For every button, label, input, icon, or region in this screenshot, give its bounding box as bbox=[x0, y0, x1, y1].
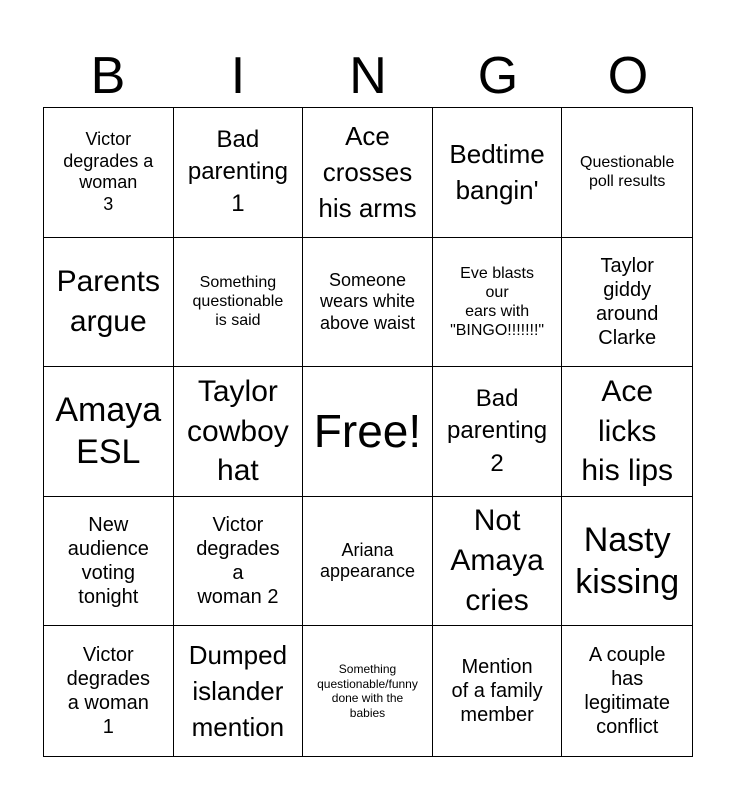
bingo-cell-r4-c3[interactable] bbox=[303, 497, 433, 627]
bingo-cell-r1-c4[interactable] bbox=[433, 108, 563, 238]
bingo-cell-r1-c5[interactable] bbox=[562, 108, 692, 238]
bingo-cell-r5-c5[interactable] bbox=[562, 626, 692, 756]
bingo-cell-text: Taylor giddy around Clarke bbox=[596, 254, 659, 349]
bingo-cell-text: Mention of a family member bbox=[451, 656, 543, 727]
bingo-cell-r2-c3[interactable] bbox=[303, 238, 433, 368]
bingo-cell-r3-c5[interactable] bbox=[562, 367, 692, 497]
free-space-label: Free! bbox=[313, 404, 422, 457]
bingo-cell-text: New audience voting tonight bbox=[67, 514, 149, 609]
bingo-header bbox=[43, 46, 693, 106]
bingo-cell-r4-c4[interactable] bbox=[433, 497, 563, 627]
bingo-cell-text: Taylor cowboy hat bbox=[187, 374, 289, 488]
bingo-cell-r4-c2[interactable] bbox=[174, 497, 304, 627]
bingo-cell-r5-c4[interactable] bbox=[433, 626, 563, 756]
bingo-cell-text: Dumped islander mention bbox=[188, 639, 288, 743]
bingo-cell-text: Bad parenting 1 bbox=[187, 125, 288, 218]
bingo-cell-r1-c3[interactable] bbox=[303, 108, 433, 238]
bingo-cell-text: Victor degrades a woman 3 bbox=[63, 129, 154, 214]
bingo-cell-text: Not Amaya cries bbox=[450, 504, 544, 618]
header-letter-b: B bbox=[90, 47, 126, 105]
bingo-cell-text: Ariana appearance bbox=[319, 539, 416, 582]
bingo-cell-text: Someone wears white above waist bbox=[319, 269, 416, 333]
bingo-cell-text: A couple has legitimate conflict bbox=[584, 644, 670, 739]
bingo-cell-r4-c5[interactable] bbox=[562, 497, 692, 627]
bingo-cell-text: Something questionable is said bbox=[192, 274, 284, 330]
bingo-cell-text: Bedtime bangin' bbox=[449, 138, 545, 206]
header-letter-n: N bbox=[349, 47, 387, 105]
bingo-cell-text: Ace licks his lips bbox=[581, 374, 674, 488]
bingo-cell-text: Parents argue bbox=[56, 265, 160, 338]
bingo-cell-r3-c1[interactable] bbox=[44, 367, 174, 497]
header-letter-i: I bbox=[230, 47, 246, 105]
bingo-cell-r3-c2[interactable] bbox=[174, 367, 304, 497]
bingo-cell-r5-c3[interactable] bbox=[303, 626, 433, 756]
bingo-cell-text: Amaya ESL bbox=[55, 390, 162, 472]
bingo-cell-r2-c2[interactable] bbox=[174, 238, 304, 368]
bingo-cell-text: Nasty kissing bbox=[575, 520, 680, 602]
bingo-board bbox=[43, 107, 693, 757]
bingo-cell-r2-c1[interactable] bbox=[44, 238, 174, 368]
bingo-cell-r4-c1[interactable] bbox=[44, 497, 174, 627]
bingo-free-space[interactable] bbox=[303, 367, 433, 497]
header-letter-o: O bbox=[607, 47, 649, 105]
bingo-cell-r1-c2[interactable] bbox=[174, 108, 304, 238]
bingo-cell-text: Questionable poll results bbox=[580, 154, 675, 191]
header-letter-g: G bbox=[477, 47, 519, 105]
bingo-cell-text: Bad parenting 2 bbox=[447, 384, 548, 477]
bingo-cell-r5-c1[interactable] bbox=[44, 626, 174, 756]
bingo-cell-text: Eve blasts our ears with "BINGO!!!!!!!" bbox=[450, 264, 545, 340]
bingo-cell-r1-c1[interactable] bbox=[44, 108, 174, 238]
bingo-cell-text: Ace crosses his arms bbox=[318, 120, 417, 224]
bingo-cell-r2-c5[interactable] bbox=[562, 238, 692, 368]
bingo-cell-text: Victor degrades a woman 1 bbox=[66, 644, 150, 739]
bingo-cell-text: Victor degrades a woman 2 bbox=[196, 514, 280, 609]
bingo-cell-r5-c2[interactable] bbox=[174, 626, 304, 756]
bingo-cell-r3-c4[interactable] bbox=[433, 367, 563, 497]
bingo-cell-text: Something questionable/funny done with the babies bbox=[317, 662, 418, 720]
bingo-cell-r2-c4[interactable] bbox=[433, 238, 563, 368]
